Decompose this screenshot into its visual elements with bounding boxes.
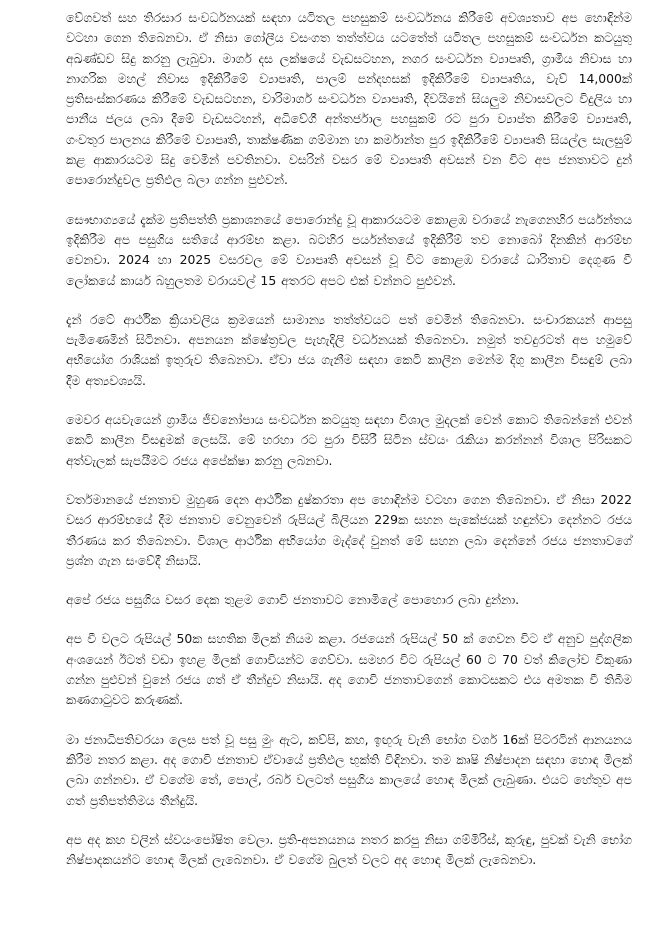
paragraph-relief-package: වර්තමානයේ ජනතාව මුහුණ දෙන ආර්ථික දුෂ්කරතා අප හොඳින්ම වටහා ගෙන තිබෙනවා. ඒ නිසා 2022 වසර ආරම්භයේ දීම ජනතාව වෙනුවෙන් රුපියල් බිලියන 229ක සහන පැකේජයක් හඳුන්වා දෙන්නට රජය තීරණය කර තිබෙනවා. විශාල ආර්ථික අභියෝග මැද්දේ වුනත් මේ සහන ලබා දෙන්නේ රජය ජනතාවගේ ප්‍රශ්න ගැන සංවේදී නිසායි. bbox=[66, 491, 632, 568]
paragraph-economic-recovery: දැන් රටේ ආර්ථික ක්‍රියාවලිය ක්‍රමයෙන් සාමාන්‍ය තත්ත්වයට පත් වෙමින් තිබෙනවා. සංචාරකයන් ආපසු පැමිණෙමින් සිටිනවා. අපනයන ක්ෂේත්‍රවල පැහැදිලි වර්ධනයක් තිබෙනවා. නමුත් තවදුරටත් අප හමුවේ අභියෝග රාශියක් ඉතුරුව තිබෙනවා. ඒවා ජය ගැනීම සඳහා කෙටි කාලීන මෙන්ම දිගු කාලීන විසඳුම් ලබා දීම අත්‍යවශ්‍යයි. bbox=[66, 311, 632, 388]
paragraph-free-fertilizer: අපේ රජය පසුගිය වසර දෙක තුළම ගොවි ජනතාවට නොමිලේ පොහොර ලබා දුන්නා. bbox=[66, 592, 520, 608]
paragraph-import-ban: මා ජනාධිපතිවරයා ලෙස පත් වූ පසු මුං ඇට, කව්පි, කහ, ඉඟුරු වැනි භෝග වර්ග 16ක් පිටරටින් ආනයනය කිරීම නතර කළා. අද ගොවි ජනතාව ඒවායේ ප්‍රතිඵල භුක්ති විඳිනවා. තම කෘෂි නිෂ්පාදන සඳහා හොඳ මිලක් ලබා ගන්නවා. ඒ වගේම තේ, පොල්, රබර් වලටත් පසුගිය කාලයේ හොඳ මිලක් ලැබුණා. එයට හේතුව අප ගත් ප්‍රතිපත්තිමය තීන්දුයි. bbox=[66, 731, 632, 808]
paragraph-infrastructure: වේගවත් සහ තිරසාර සංවර්ධනයක් සඳහා යටිතල පහසුකම් සංවර්ධනය කිරීමේ අවශ්‍යතාව අප හොඳින්ම වටහා ගෙන තිබෙනවා. ඒ නිසා ගෝලීය වසංගත තත්ත්වය යටතේත් යටිතල පහසුකම් සංවර්ධන කටයුතු අඛණ්ඩව සිදු කරනු ලැබුවා. මාර්ග දස ලක්ෂයේ වැඩසටහන, නගර සංවර්ධන ව්‍යාපෘති, ග්‍රාමීය නිවාස හා නාගරික මහල් නිවාස ඉදිකිරීමේ ව්‍යාපෘති, පාලම් පන්දහසක් ඉදිකිරීමේ ව්‍යාපෘතිය, වැව් 14,000ක් ප්‍රතිසංස්කරණය කිරීමේ වැඩසටහන, වාරිමාර්ග සංවර්ධන ව්‍යාපෘති, දිවයිනේ සියලුම නිවාසවලට විදුලිය හා පානීය ජලය ලබා දීමේ වැඩසටහන්, අධිවේගී අන්තර්ජාල පහසුකම් රට පුරා ව්‍යාප්ත කිරීමේ ව්‍යාපෘති, ගංවතුර පාලනය කිරීමේ ව්‍යාපෘති, තාක්ෂණික ගම්මාන හා කර්මාන්ත පුර ඉදිකිරීමේ ව්‍යාපෘති සියල්ල සැලසුම් කළ ආකාරයටම සිදු වෙමින් පවතිනවා. වසරින් වසර මේ ව්‍යාපෘති අවසන් වන විට අප ජනතාවට දුන් පොරොන්දුවල ප්‍රතිඵල බලා ගන්න පුළුවන්. bbox=[66, 10, 632, 188]
paragraph-paddy-price: අප වී වලට රුපියල් 50ක සහතික මිලක් නියම කළා. රජයෙන් රුපියල් 50 ක් ගෙවන විට ඒ අනුව පුද්ගලික අංශයෙන් ඊටත් වඩා ඉහළ මිලක් ගොවියන්ට ගෙව්වා. සමහර විට රුපියල් 60 ට 70 වත් කිලෝව විකුණා ගන්න පුළුවන් වුනේ රජය ගත් ඒ තීන්දුව නිසායි. අද ගොවි ජනතාවගෙන් කොටසකට එය අමතක වී තිබීම කණගාටුවට කරුණක්. bbox=[66, 631, 632, 708]
paragraph-colombo-port: සෞභාග්‍යයේ දැක්ම ප්‍රතිපත්ති ප්‍රකාශනයේ පොරොන්දු වූ ආකාරයටම කොළඹ වරායේ නැගෙනහිර පර්යන්තය ඉදිකිරීම අප පසුගිය සතියේ ආරම්භ කළා. බටහිර පර්යන්තයේ ඉදිකිරීම් තව නොබෝ දිනකින් ආරම්භ වෙනවා. 2024 හා 2025 වසරවල මේ ව්‍යාපෘති අවසන් වූ විට කොළඹ වරායේ ධාරිතාව දෙගුණ වී ලෝකයේ කාර්ය බහුලතම වරායවල් 15 අතරට අපට එක් වන්නට පුළුවන්. bbox=[66, 211, 632, 288]
paragraph-rural-livelihood: මෙවර අයවැයෙන් ග්‍රාමීය ජීවනෝපාය සංවර්ධන කටයුතු සඳහා විශාල මුදලක් වෙන් කොට තිබෙන්නේ එවන් කෙටි කාලීන විසඳුමක් ලෙසයි. මේ හරහා රට පුරා විසිරී සිටින ස්වයං රැකියා කරන්නන් විශාල පිරිසකට අත්වැලක් සැපයීමට රජය අපේක්ෂා කරනු ලබනවා. bbox=[66, 412, 632, 468]
paragraph-self-sufficiency: අප අද කහ වලින් ස්වයංපෝෂිත වෙලා. ප්‍රති-අපනයනය නතර කරපු නිසා ගම්මිරිස්, කුරුඳු, පුවක් වැනි භෝග නිෂ්පාදකයන්ට හොඳ මිලක් ලැබෙනවා. ඒ වගේම බුලත් වලට අද හොඳ මිලක් ලැබෙනවා. bbox=[66, 831, 632, 868]
